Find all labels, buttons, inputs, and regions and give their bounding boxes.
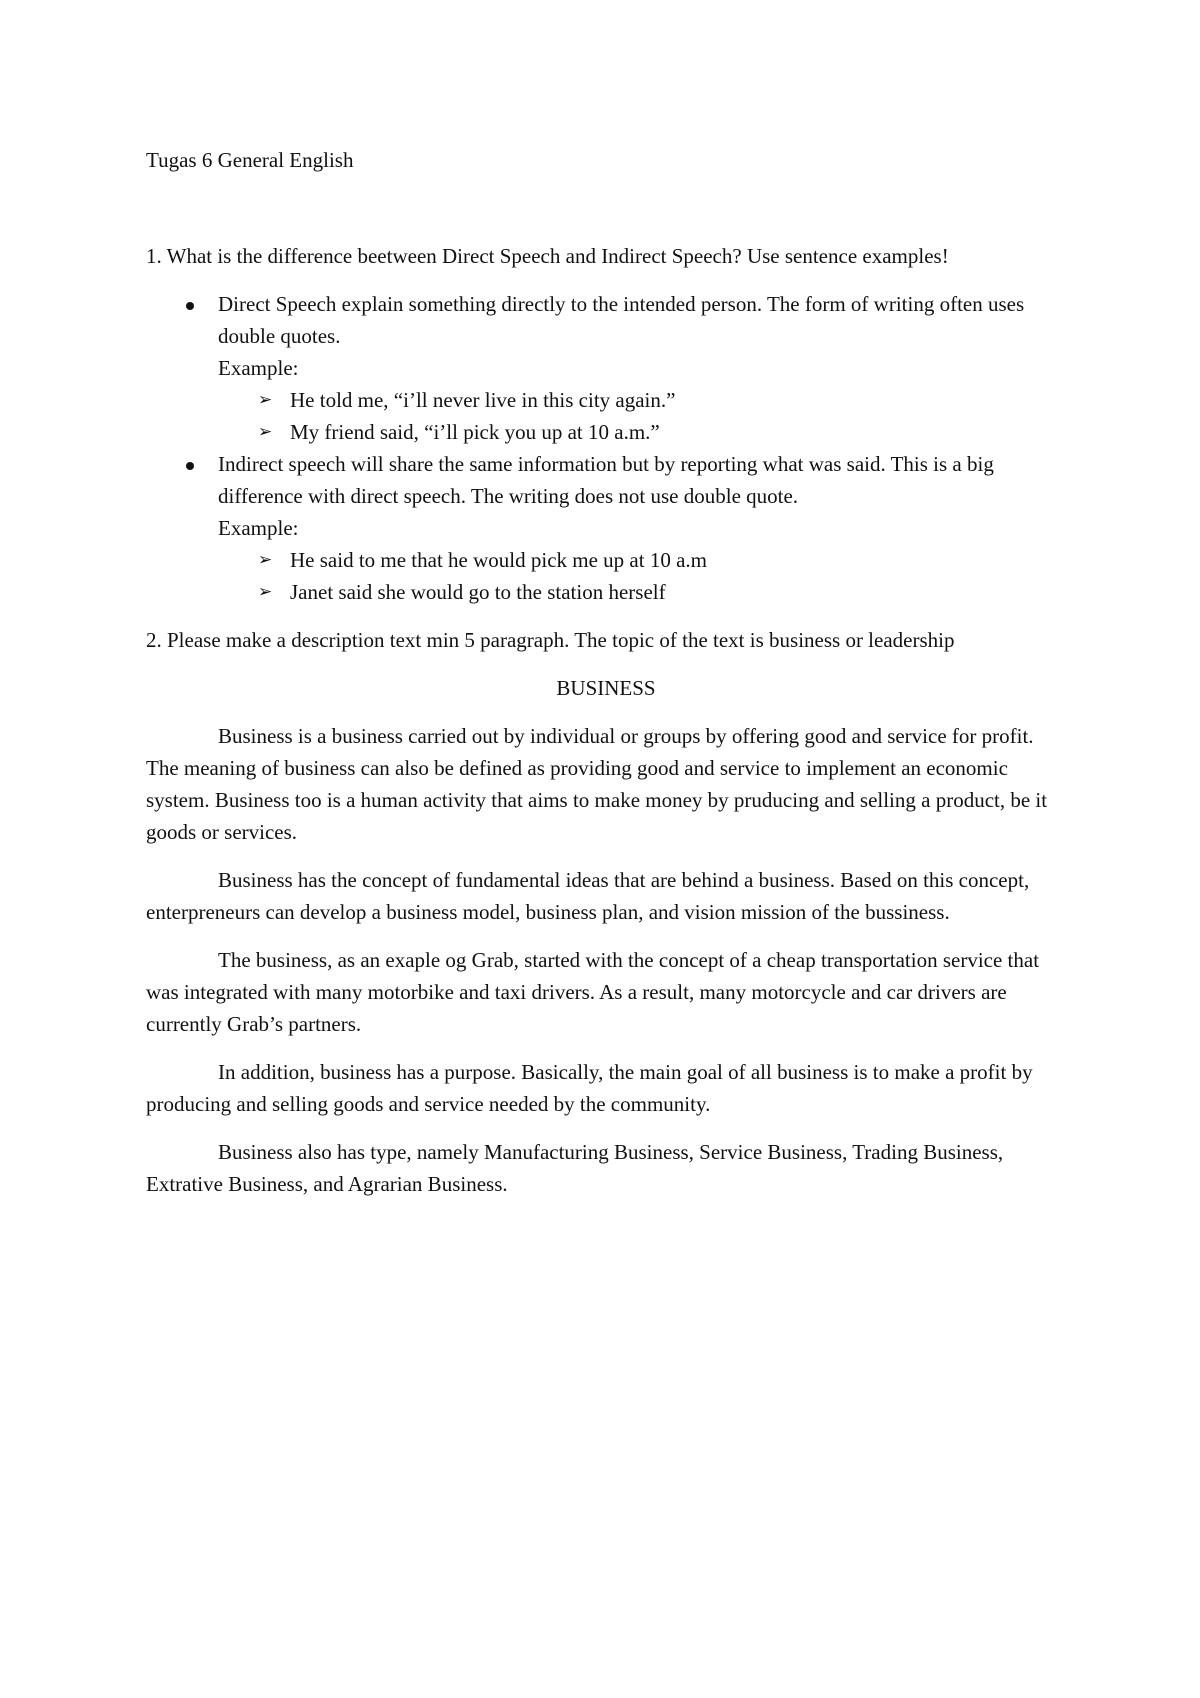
bullet-dot-icon xyxy=(186,302,194,310)
example-item: ➢ Janet said she would go to the station herself xyxy=(218,576,1066,608)
arrowhead-bullet-icon: ➢ xyxy=(258,582,273,602)
essay-paragraph: The business, as an exaple og Grab, started with the concept of a cheap transportation service that was integrated with many motorbike and taxi drivers. As a result, many motorcycle and car drivers are currently Grab’s partners. xyxy=(146,948,1040,1036)
bullet-dot-icon xyxy=(186,462,194,470)
example-label: Example: xyxy=(218,516,299,540)
essay-paragraph: Business is a business carried out by individual or groups by offering good and service for profit. The meaning of business can also be defined as providing good and service to implement an economic system. Business too is a human activity that aims to make money by pruducing and selling a product, be it goods or services. xyxy=(146,724,1048,844)
example-label: Example: xyxy=(218,356,299,380)
example-item: ➢ He said to me that he would pick me up at 10 a.m xyxy=(218,544,1066,576)
essay-paragraph: Business also has type, namely Manufacturing Business, Service Business, Trading Business, Extrative Business, and Agrarian Business. xyxy=(146,1140,1004,1196)
document-page xyxy=(146,144,1066,1200)
answer-bullet-list xyxy=(146,288,1066,608)
arrowhead-bullet-icon: ➢ xyxy=(258,390,273,410)
example-item: ➢ He told me, “i’ll never live in this city again.” xyxy=(218,384,1066,416)
question-1: 1. What is the difference beetween Direct Speech and Indirect Speech? Use sentence examples! xyxy=(146,244,949,268)
example-list xyxy=(218,544,1066,608)
bullet-direct-speech xyxy=(146,288,1066,448)
bullet-text: Direct Speech explain something directly to the intended person. The form of writing often uses double quotes. xyxy=(218,292,1025,348)
example-item: ➢ My friend said, “i’ll pick you up at 10 a.m.” xyxy=(218,416,1066,448)
document-title: Tugas 6 General English xyxy=(146,148,354,172)
arrowhead-bullet-icon: ➢ xyxy=(258,550,273,570)
essay-paragraph: In addition, business has a purpose. Basically, the main goal of all business is to make a profit by producing and selling goods and service needed by the community. xyxy=(146,1060,1033,1116)
bullet-text: Indirect speech will share the same information but by reporting what was said. This is a big difference with direct speech. The writing does not use double quote. xyxy=(218,452,994,508)
essay-paragraph: Business has the concept of fundamental ideas that are behind a business. Based on this concept, enterpreneurs can develop a business model, business plan, and vision mission of the bussiness. xyxy=(146,868,1030,924)
arrowhead-bullet-icon: ➢ xyxy=(258,422,273,442)
question-2: 2. Please make a description text min 5 paragraph. The topic of the text is business or leadership xyxy=(146,628,955,652)
bullet-indirect-speech xyxy=(146,448,1066,608)
example-list xyxy=(218,384,1066,448)
essay-title: BUSINESS xyxy=(556,676,656,700)
